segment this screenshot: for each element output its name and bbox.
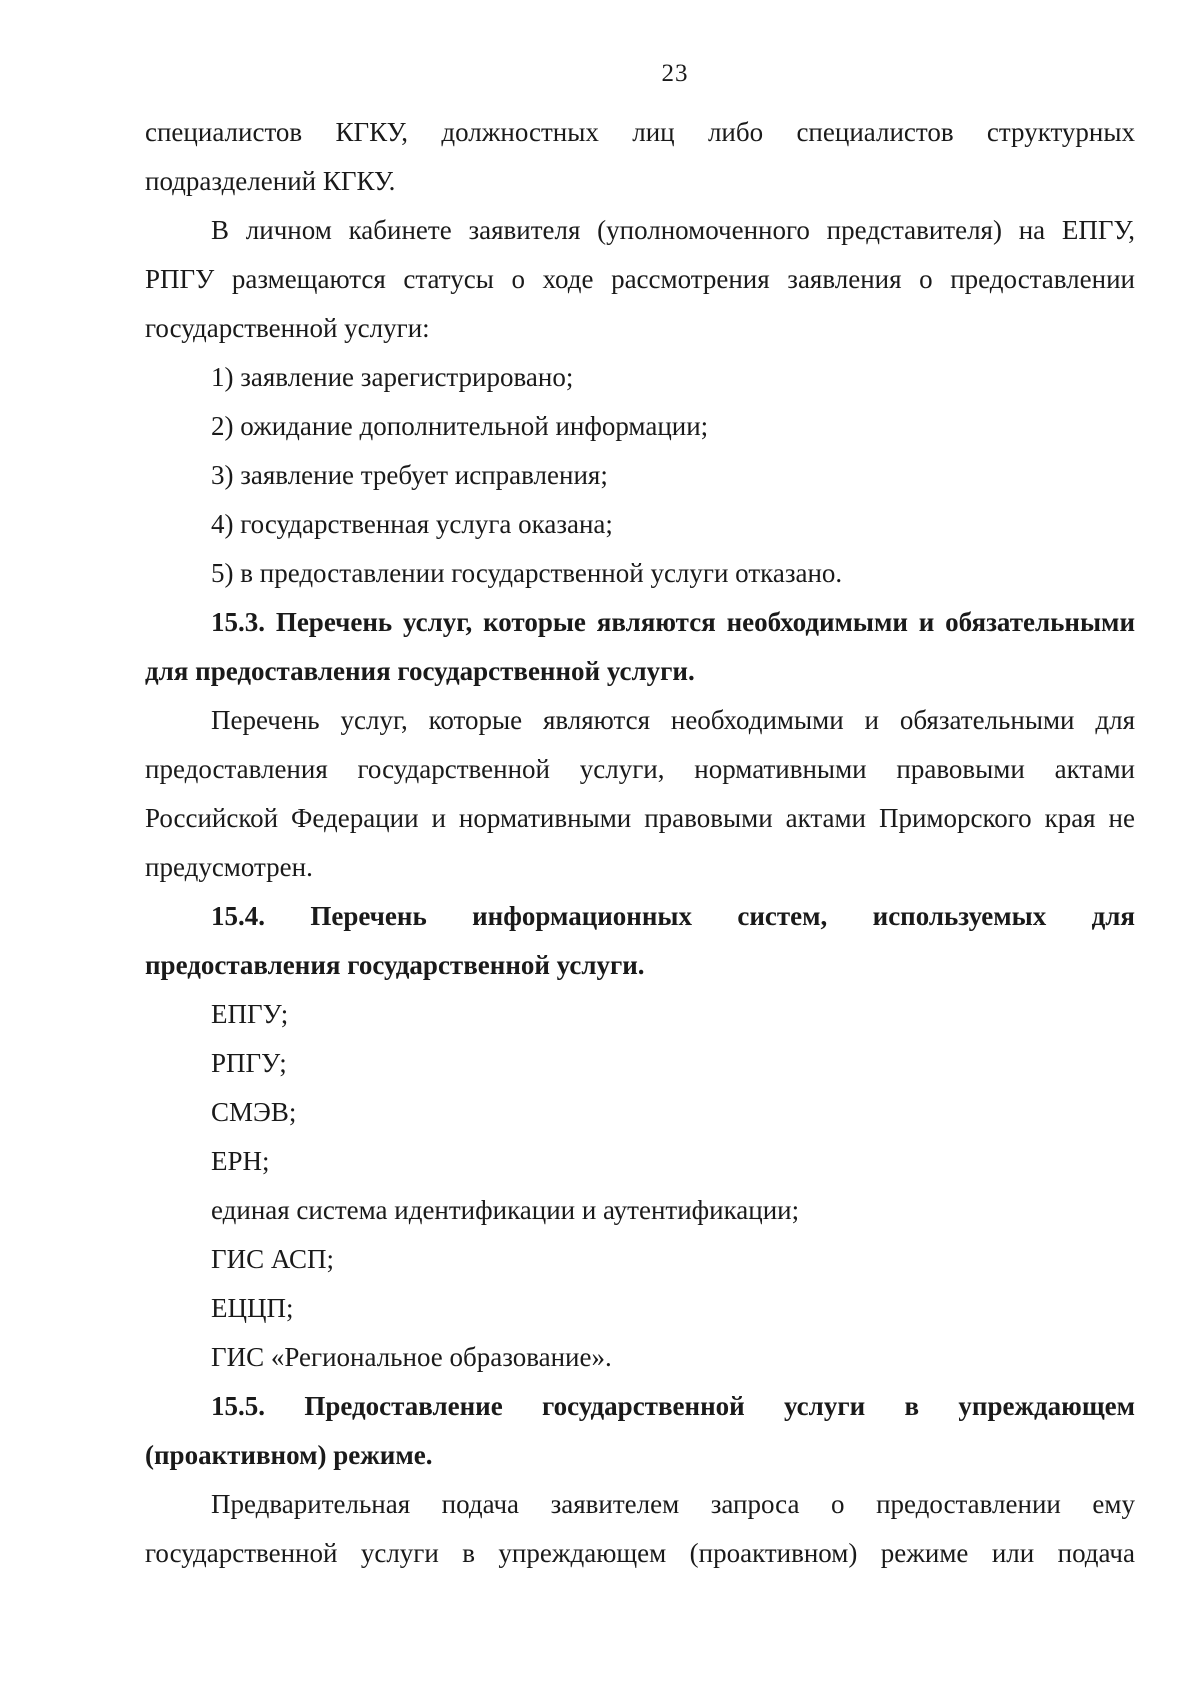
list-item: ЕРН; <box>211 1146 270 1176</box>
section-heading-15-4: 15.4. Перечень информационных систем, используемых для предоставления государственной услуги. <box>145 901 1135 980</box>
list-item: 5) в предоставлении государственной услуги отказано. <box>211 558 843 588</box>
list-item: ЕЦЦП; <box>211 1293 294 1323</box>
paragraph-15-5-line-1: Предварительная подача заявителем запроса о предоставлении ему <box>211 1489 1135 1519</box>
paragraph-15-3: Перечень услуг, которые являются необходимыми и обязательными для предоставления государственной услуги, нормативными правовыми актами Российской Федерации и нормативными правовыми актами Приморского края не предусмотрен. <box>145 705 1135 882</box>
section-heading-15-5: 15.5. Предоставление государственной услуги в упреждающем (проактивном) режиме. <box>145 1391 1135 1470</box>
list-item: 4) государственная услуга оказана; <box>211 509 613 539</box>
paragraph-personal-cabinet: В личном кабинете заявителя (уполномоченного представителя) на ЕПГУ, РПГУ размещаются статусы о ходе рассмотрения заявления о предоставлении государственной услуги: <box>145 215 1135 343</box>
list-item: РПГУ; <box>211 1048 287 1078</box>
systems-list <box>145 990 1135 1382</box>
list-item: 2) ожидание дополнительной информации; <box>211 411 709 441</box>
list-item: ГИС АСП; <box>211 1244 335 1274</box>
page-content <box>145 108 1135 1578</box>
paragraph-intro-line-2: подразделений КГКУ. <box>145 166 396 196</box>
list-item: единая система идентификации и аутентификации; <box>211 1195 800 1225</box>
page-number: 23 <box>661 60 689 87</box>
paragraph-intro-line-1: специалистов КГКУ, должностных лиц либо специалистов структурных <box>145 117 1135 147</box>
status-list <box>145 353 1135 598</box>
section-heading-15-3: 15.3. Перечень услуг, которые являются необходимыми и обязательными для предоставления государственной услуги. <box>145 607 1135 686</box>
paragraph-15-5-line-2: государственной услуги в упреждающем (проактивном) режиме или подача <box>145 1538 1135 1568</box>
list-item: СМЭВ; <box>211 1097 297 1127</box>
list-item: ЕПГУ; <box>211 999 289 1029</box>
list-item: 3) заявление требует исправления; <box>211 460 608 490</box>
list-item: 1) заявление зарегистрировано; <box>211 362 574 392</box>
list-item: ГИС «Региональное образование». <box>211 1342 612 1372</box>
